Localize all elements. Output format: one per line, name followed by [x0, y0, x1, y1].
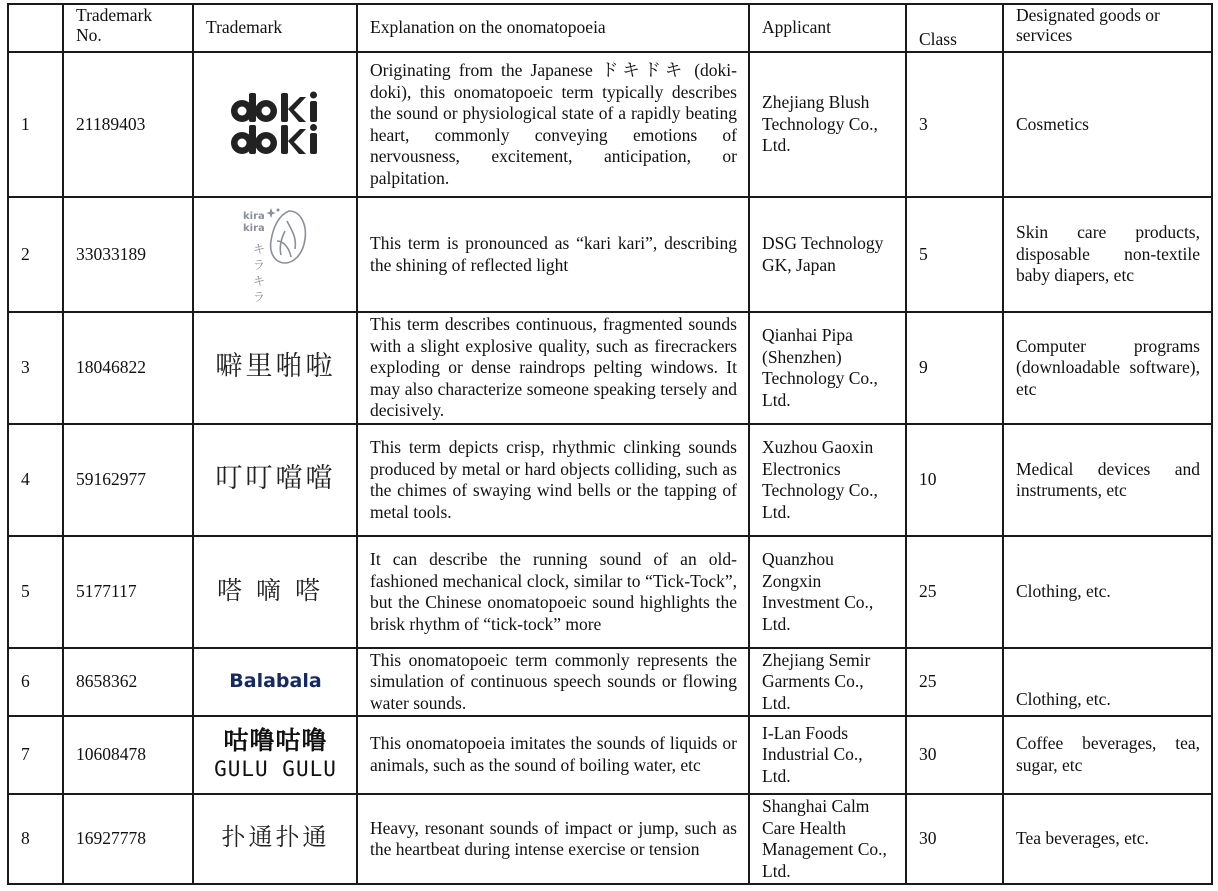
onomatopoeia-explanation: This onomatopoeia imitates the sounds of liquids or animals, such as the sound of boiling water, etc: [357, 716, 749, 795]
header-class: Class: [906, 4, 1003, 52]
row-index: 3: [8, 312, 63, 424]
table-row: [8, 312, 1212, 424]
onomatopoeia-explanation: It can describe the running sound of an old-fashioned mechanical clock, similar to “Tick-Tock”, but the Chinese onomatopoeic sound highlights the brisk rhythm of “tick-tock” more: [357, 536, 749, 648]
header-trademark: Trademark: [193, 4, 357, 52]
table-row: [8, 794, 1212, 884]
header-index: [8, 4, 63, 52]
applicant: Xuzhou Gaoxin Electronics Technology Co., Ltd.: [749, 424, 906, 536]
designated-goods: Clothing, etc.: [1003, 648, 1212, 716]
designated-goods: Medical devices and instruments, etc: [1003, 424, 1212, 536]
designated-goods: Skin care products, disposable non-textile baby diapers, etc: [1003, 197, 1212, 312]
trademark-class: 30: [906, 794, 1003, 884]
header-row: [8, 4, 1212, 52]
trademark-number: 21189403: [63, 52, 193, 197]
onomatopoeia-explanation: This term is pronounced as “kari kari”, describing the shining of reflected light: [357, 197, 749, 312]
row-index: 2: [8, 197, 63, 312]
trademark-number: 33033189: [63, 197, 193, 312]
table-row: [8, 197, 1212, 312]
trademark-number: 59162977: [63, 424, 193, 536]
row-index: 7: [8, 716, 63, 795]
onomatopoeia-explanation: Heavy, resonant sounds of impact or jump, such as the heartbeat during intense exercise or tension: [357, 794, 749, 884]
trademark-class: 25: [906, 536, 1003, 648]
trademark-logo-cell: [193, 52, 357, 197]
onomatopoeia-explanation: This term depicts crisp, rhythmic clinking sounds produced by metal or hard objects colliding, such as the chimes of swaying wind bells or the tapping of metal tools.: [357, 424, 749, 536]
trademark-number: 16927778: [63, 794, 193, 884]
svg-text:ラ: ラ: [252, 257, 265, 272]
svg-text:キ: キ: [252, 273, 265, 288]
svg-text:kira: kira: [242, 222, 265, 234]
table-row: [8, 648, 1212, 716]
trademark-logo-cell: [193, 197, 357, 312]
trademark-number: 18046822: [63, 312, 193, 424]
table-row: [8, 716, 1212, 795]
table-row: [8, 536, 1212, 648]
trademark-number: 10608478: [63, 716, 193, 795]
designated-goods: Cosmetics: [1003, 52, 1212, 197]
row-index: 5: [8, 536, 63, 648]
header-explanation: Explanation on the onomatopoeia: [357, 4, 749, 52]
trademark-class: 30: [906, 716, 1003, 795]
header-applicant: Applicant: [749, 4, 906, 52]
doki-doki-logo-icon: [228, 89, 324, 161]
applicant: DSG Technology GK, Japan: [749, 197, 906, 312]
onomatopoeia-explanation: This onomatopoeic term commonly represents the simulation of continuous speech sounds or flowing water sounds.: [357, 648, 749, 716]
applicant: Zhejiang Blush Technology Co., Ltd.: [749, 52, 906, 197]
trademark-logo-text: 叮叮噹噹: [215, 462, 336, 494]
header-trademark-number: Trademark No.: [63, 4, 193, 52]
trademark-logo-cell: [193, 424, 357, 536]
trademark-class: 25: [906, 648, 1003, 716]
balabala-logo: Balabala: [229, 670, 322, 693]
trademark-logo-text: 噼里啪啦: [215, 350, 336, 382]
trademark-logo-subtext: GULU GULU: [214, 756, 337, 781]
designated-goods: Coffee beverages, tea, sugar, etc: [1003, 716, 1212, 795]
trademark-class: 5: [906, 197, 1003, 312]
applicant: I-Lan Foods Industrial Co., Ltd.: [749, 716, 906, 795]
designated-goods: Clothing, etc.: [1003, 536, 1212, 648]
table-row: [8, 424, 1212, 536]
applicant: Shanghai Calm Care Health Management Co., Ltd.: [749, 794, 906, 884]
trademark-logo-cell: [193, 794, 357, 884]
trademark-number: 8658362: [63, 648, 193, 716]
trademark-logo-cell: [193, 312, 357, 424]
row-index: 1: [8, 52, 63, 197]
svg-text:kira: kira: [242, 210, 265, 222]
header-designated-goods: Designated goods or services: [1003, 4, 1212, 52]
applicant: Zhejiang Semir Garments Co., Ltd.: [749, 648, 906, 716]
trademark-table: [7, 3, 1213, 885]
applicant: Quanzhou Zongxin Investment Co., Ltd.: [749, 536, 906, 648]
trademark-logo-text: 咕噜咕噜: [223, 725, 328, 755]
row-index: 6: [8, 648, 63, 716]
row-index: 8: [8, 794, 63, 884]
trademark-logo-cell: [193, 648, 357, 716]
trademark-logo-text: 嗒嘀嗒: [216, 575, 334, 605]
table-row: [8, 52, 1212, 197]
trademark-number: 5177117: [63, 536, 193, 648]
trademark-logo-cell: [193, 716, 357, 795]
kira-kira-logo-icon: [241, 205, 311, 305]
onomatopoeia-explanation: Originating from the Japanese ドキドキ (doki-doki), this onomatopoeic term typically describes the sound or physiological state of a rapidly beating heart, commonly conveying emotions of nervousness, excitement, anticipation, or palpitation.: [357, 52, 749, 197]
trademark-class: 3: [906, 52, 1003, 197]
trademark-logo-text: 扑通扑通: [221, 823, 330, 852]
onomatopoeia-explanation: This term describes continuous, fragmented sounds with a slight explosive quality, such as firecrackers exploding or dense raindrops pelting windows. It may also characterize someone speaking tersely and decisively.: [357, 312, 749, 424]
designated-goods: Tea beverages, etc.: [1003, 794, 1212, 884]
row-index: 4: [8, 424, 63, 536]
svg-text:キ: キ: [252, 241, 265, 256]
svg-text:ラ: ラ: [252, 289, 265, 304]
designated-goods: Computer programs (downloadable software), etc: [1003, 312, 1212, 424]
applicant: Qianhai Pipa (Shenzhen) Technology Co., Ltd.: [749, 312, 906, 424]
trademark-class: 10: [906, 424, 1003, 536]
trademark-class: 9: [906, 312, 1003, 424]
trademark-logo-cell: [193, 536, 357, 648]
gulu-gulu-logo: [214, 727, 337, 783]
